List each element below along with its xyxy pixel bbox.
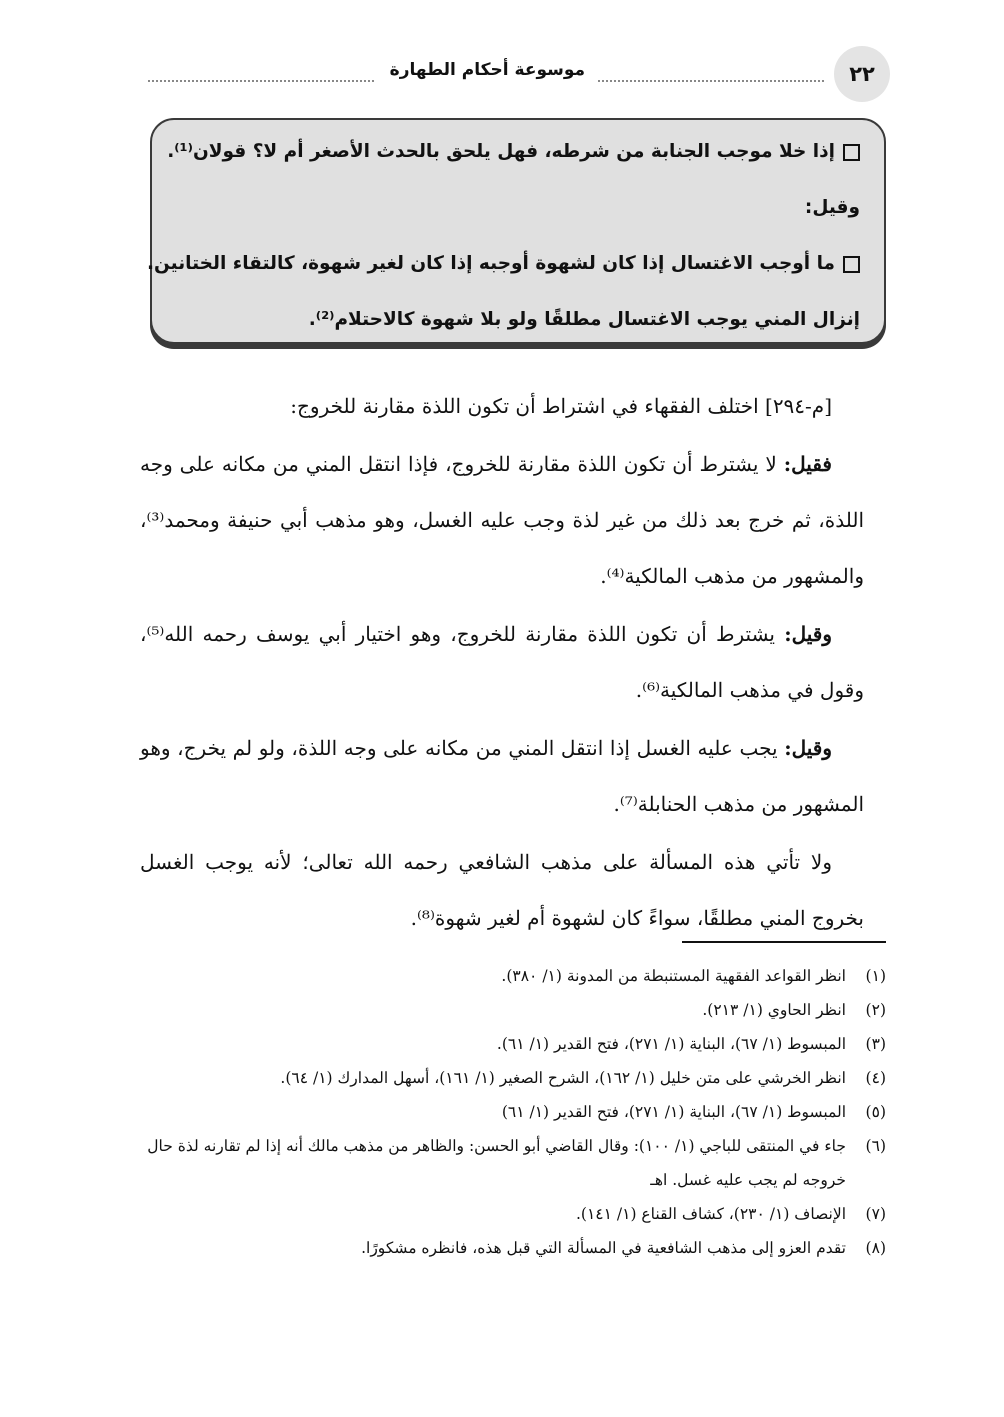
paragraph-lead: وقيل: <box>784 622 832 646</box>
footnote: (٨) تقدم العزو إلى مذهب الشافعية في المسألة التي قبل هذه، فانظره مشكورًا. <box>361 1239 886 1257</box>
checkbox-square-icon <box>843 144 860 161</box>
footnotes <box>136 959 886 1265</box>
summary-item: ما أوجب الاغتسال إذا كان لشهوة أوجبه إذا كان لغير شهوة، كالتقاء الختانين. <box>172 236 860 292</box>
footnote: (٢) انظر الحاوي (١/ ٢١٣). <box>702 1001 886 1019</box>
paragraph: وقيل: يجب عليه الغسل إذا انتقل المني من مكانه على وجه اللذة، ولو لم يخرج، وهو المشهور من مذهب الحنابلة⁽⁷⁾. <box>140 736 864 816</box>
paragraph: [م-٢٩٤] اختلف الفقهاء في اشتراط أن تكون اللذة مقارنة للخروج: <box>290 394 832 418</box>
paragraph: وقيل: يشترط أن تكون اللذة مقارنة للخروج، وهو اختيار أبي يوسف رحمه الله⁽⁵⁾، وقول في مذهب المالكية⁽⁶⁾. <box>140 622 864 702</box>
paragraph: فقيل: لا يشترط أن تكون اللذة مقارنة للخروج، فإذا انتقل المني من مكانه على وجه اللذة، ثم خرج بعد ذلك من غير لذة وجب عليه الغسل، وهو مذهب أبي حنيفة ومحمد⁽³⁾، والمشهور من مذهب المالكية⁽⁴⁾. <box>140 452 864 588</box>
summary-item: إذا خلا موجب الجنابة من شرطه، فهل يلحق بالحدث الأصغر أم لا؟ قولان⁽¹⁾. <box>172 124 860 180</box>
footnote: (١) انظر القواعد الفقهية المستنبطة من المدونة (١/ ٣٨٠). <box>501 967 886 985</box>
main-text <box>140 378 864 948</box>
header-dotted-rule <box>598 80 824 82</box>
paragraph: ولا تأتي هذه المسألة على مذهب الشافعي رحمه الله تعالى؛ لأنه يوجب الغسل بخروج المني مطلقًا، سواءً كان لشهوة أم لغير شهوة⁽⁸⁾. <box>140 850 864 930</box>
footnote: (٤) انظر الخرشي على متن خليل (١/ ١٦٢)، الشرح الصغير (١/ ١٦١)، أسهل المدارك (١/ ٦٤). <box>280 1069 886 1087</box>
footnote: (٦) جاء في المنتقى للباجي (١/ ١٠٠): وقال القاضي أبو الحسن: والظاهر من مذهب مالك أنه إذا لم تقارنه لذة حال خروجه لم يجب عليه غسل. اهـ <box>147 1137 886 1189</box>
footnote-separator <box>682 941 886 943</box>
footnote: (٧) الإنصاف (١/ ٢٣٠)، كشاف القناع (١/ ١٤١). <box>576 1205 886 1223</box>
footnote: (٣) المبسوط (١/ ٦٧)، البناية (١/ ٢٧١)، فتح القدير (١/ ٦١). <box>496 1035 886 1053</box>
running-title: موسوعة أحكام الطهارة <box>389 60 585 80</box>
footnote: (٥) المبسوط (١/ ٦٧)، البناية (١/ ٢٧١)، فتح القدير (١/ ٦١) <box>501 1103 886 1121</box>
header-dotted-rule <box>148 80 374 82</box>
summary-item: إنزال المني يوجب الاغتسال مطلقًا ولو بلا شهوة كالاحتلام⁽²⁾. <box>308 309 860 330</box>
summary-item: وقيل: <box>804 197 860 218</box>
checkbox-square-icon <box>843 256 860 273</box>
paragraph-lead: وقيل: <box>784 736 832 760</box>
summary-box <box>147 118 886 344</box>
paragraph-lead: فقيل: <box>783 452 832 476</box>
page-number: ٢٢ <box>834 46 890 102</box>
page-header <box>140 44 890 104</box>
